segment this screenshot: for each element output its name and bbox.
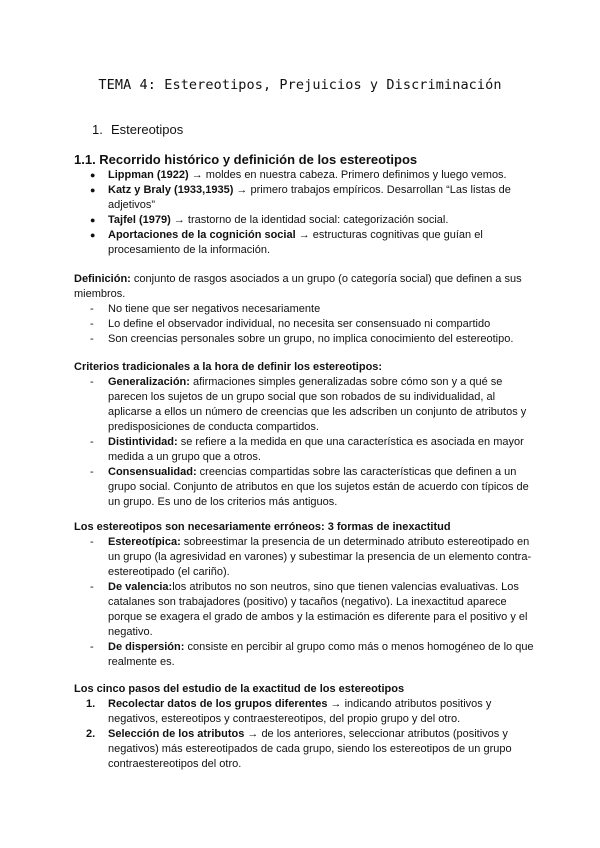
item-text: → estructuras cognitivas que guían el procesamiento de la información. xyxy=(108,229,483,256)
item-text: consiste en percibir al grupo como más o menos homogéneo de lo que realmente es. xyxy=(108,641,534,668)
list-item xyxy=(74,640,534,670)
inaccuracy-list xyxy=(74,535,534,670)
list-item xyxy=(74,228,534,258)
bullet-marker: ● xyxy=(90,230,96,240)
section-heading xyxy=(92,122,183,137)
item-label: Estereotípica: xyxy=(108,536,181,548)
dash-marker: - xyxy=(90,536,94,548)
list-item xyxy=(74,465,534,510)
steps-block xyxy=(74,682,534,772)
item-text: → primero trabajos empíricos. Desarrollan “Las listas de adjetivos” xyxy=(108,184,511,211)
section-number: 1. xyxy=(92,122,103,137)
item-text: → indicando atributos positivos y negativos, estereotipos y contraestereotipos, del propio grupo y del otro. xyxy=(108,698,492,725)
dash-marker: - xyxy=(90,466,94,478)
item-label: Distintividad: xyxy=(108,436,178,448)
history-list-block xyxy=(74,168,534,258)
definition-text: conjunto de rasgos asociados a un grupo (o categoría social) que definen a sus miembros. xyxy=(74,273,522,300)
item-label: Consensualidad: xyxy=(108,466,197,478)
item-label: De valencia: xyxy=(108,581,173,593)
list-item xyxy=(74,183,534,213)
list-item xyxy=(74,435,534,465)
document-title: TEMA 4: Estereotipos, Prejuicios y Discriminación xyxy=(98,77,502,93)
item-text: No tiene que ser negativos necesariamente xyxy=(108,303,321,315)
dash-marker: - xyxy=(90,581,94,593)
bullet-marker: ● xyxy=(90,215,96,225)
definition-label: Definición: xyxy=(74,273,131,285)
dash-marker: - xyxy=(90,333,94,345)
list-item xyxy=(74,535,534,580)
criteria-list xyxy=(74,375,534,510)
item-text: creencias compartidas sobre las características que definen a un grupo social. Conjunto de atributos en que los sujetos están de acuerdo con típicos de un grupo. Es uno de los criterios más antiguos. xyxy=(108,466,529,508)
history-list xyxy=(74,168,534,258)
item-label: De dispersión: xyxy=(108,641,185,653)
list-item xyxy=(74,168,534,183)
dash-marker: - xyxy=(90,303,94,315)
list-item xyxy=(74,332,534,347)
list-item xyxy=(74,697,534,727)
criteria-block xyxy=(74,360,534,510)
steps-list xyxy=(74,697,534,772)
item-label: Lippman (1922) xyxy=(108,169,189,181)
criteria-heading: Criterios tradicionales a la hora de definir los estereotipos: xyxy=(74,361,383,373)
item-label: Katz y Braly (1933,1935) xyxy=(108,184,234,196)
item-text: Son creencias personales sobre un grupo, no implica conocimiento del estereotipo. xyxy=(108,333,514,345)
item-label: Recolectar datos de los grupos diferentes xyxy=(108,698,328,710)
step-number: 1. xyxy=(86,698,96,710)
bullet-marker: ● xyxy=(90,170,96,180)
definition-paragraph xyxy=(74,272,534,302)
list-item xyxy=(74,727,534,772)
section-title: Estereotipos xyxy=(111,122,184,137)
item-text: sobreestimar la presencia de un determinado atributo estereotipado en un grupo (la agresividad en varones) y subestimar la presencia de un elemento contra-estereotipado (el cariño). xyxy=(108,536,532,578)
steps-heading: Los cinco pasos del estudio de la exactitud de los estereotipos xyxy=(74,683,405,695)
item-label: Tajfel (1979) xyxy=(108,214,171,226)
list-item xyxy=(74,580,534,640)
item-label: Selección de los atributos xyxy=(108,728,245,740)
bullet-marker: ● xyxy=(90,185,96,195)
step-number: 2. xyxy=(86,728,96,740)
list-item xyxy=(74,375,534,435)
item-text: Lo define el observador individual, no necesita ser consensuado ni compartido xyxy=(108,318,491,330)
item-text: → trastorno de la identidad social: categorización social. xyxy=(170,214,449,226)
list-item xyxy=(74,302,534,317)
item-label: Generalización: xyxy=(108,376,190,388)
list-item xyxy=(74,213,534,228)
dash-marker: - xyxy=(90,318,94,330)
dash-marker: - xyxy=(90,376,94,388)
definition-list xyxy=(74,302,534,347)
dash-marker: - xyxy=(90,641,94,653)
subsection-heading: 1.1. Recorrido histórico y definición de los estereotipos xyxy=(74,152,418,167)
definition-block xyxy=(74,272,534,347)
list-item xyxy=(74,317,534,332)
item-text: afirmaciones simples generalizadas sobre cómo son y a qué se parecen los sujetos de un grupo social que son robados de su individualidad, al aplicarse a ellos un número de creencias que les adscriben un conjunto de atributos y predisposiciones de conducta compartidos. xyxy=(108,376,527,433)
item-text: → de los anteriores, seleccionar atributos (positivos y negativos) más estereotipados de cada grupo, siendo los estereotipos de un grupo contraestereotipos del otro. xyxy=(108,728,512,770)
item-text: los atributos no son neutros, sino que tienen valencias evaluativas. Los catalanes son trabajadores (positivo) y tacaños (negativo). La inexactitud aparece porque se exagera el grado de ambos y la estimación es diferente para el positivo y el negativo. xyxy=(108,581,528,638)
item-label: Aportaciones de la cognición social xyxy=(108,229,296,241)
dash-marker: - xyxy=(90,436,94,448)
inaccuracy-block xyxy=(74,520,534,670)
inaccuracy-heading: Los estereotipos son necesariamente erróneos: 3 formas de inexactitud xyxy=(74,521,451,533)
item-text: se refiere a la medida en que una característica es asociada en mayor medida a un grupo que a otros. xyxy=(108,436,524,463)
item-text: → moldes en nuestra cabeza. Primero definimos y luego vemos. xyxy=(188,169,507,181)
